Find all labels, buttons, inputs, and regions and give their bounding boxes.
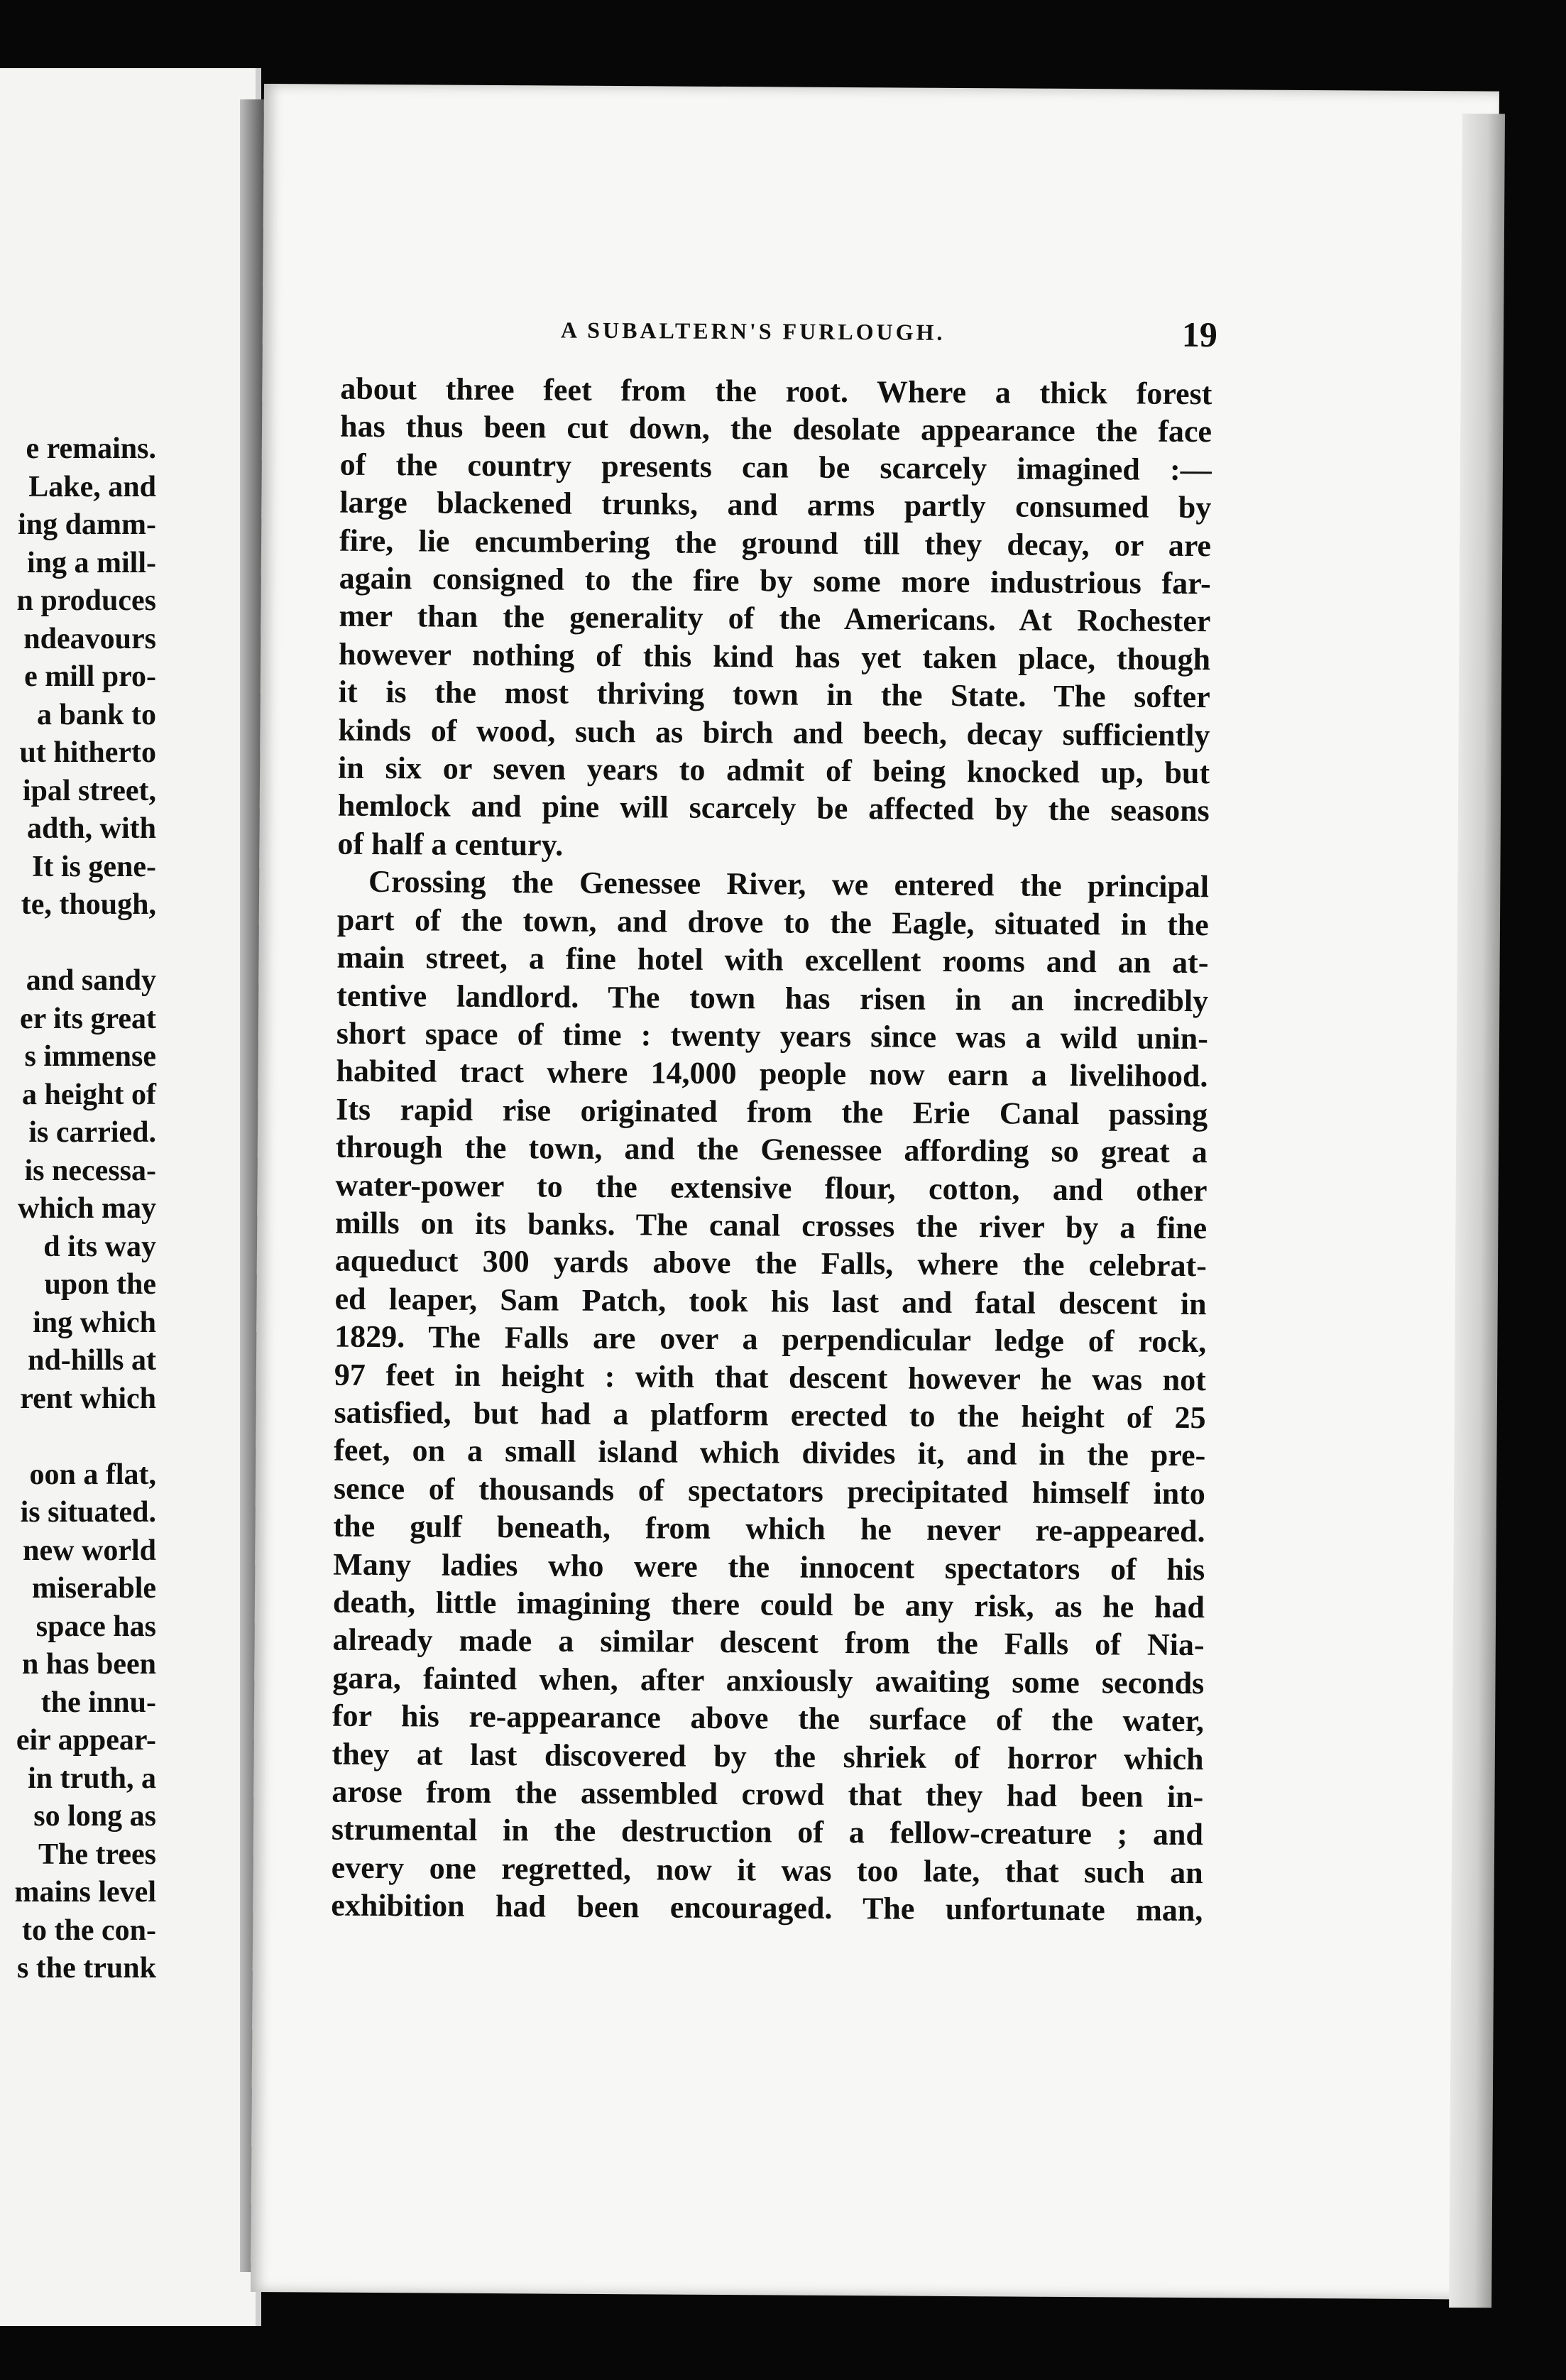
text-line: feet, on a small island which divides it, and in the pre- [334,1433,1206,1473]
left-line: so long as [33,1800,156,1833]
left-line: ipal street, [22,774,156,807]
text-line: kinds of wood, such as birch and beech, decay sufficiently [338,712,1210,753]
left-line: n produces [16,584,156,617]
text-line: for his re-appearance above the surface of the water, [332,1698,1205,1739]
left-line [15,924,156,963]
left-line: is necessa- [24,1154,156,1187]
text-line: gara, fainted when, after anxiously awaiting some seconds [332,1660,1205,1701]
text-line: sence of thousands of spectators precipitated himself into [333,1470,1206,1511]
left-page [0,68,261,2326]
left-line: te, though, [21,888,156,921]
left-line: upon the [44,1268,156,1301]
left-line: to the con- [22,1914,156,1947]
left-line: is situated. [20,1496,156,1529]
left-line: mains level [14,1876,156,1909]
text-line: strumental in the destruction of a fellow-creature ; and [331,1812,1204,1852]
left-line: ing a mill- [26,546,156,579]
left-line: e mill pro- [24,660,156,693]
right-page [251,84,1499,2300]
left-line: and sandy [26,964,156,997]
text-line: ed leaper, Sam Patch, took his last and fatal descent in [334,1281,1207,1321]
left-line: The trees [38,1838,156,1871]
text-line: mills on its banks. The canal crosses the river by a fine [335,1205,1208,1246]
page-number: 19 [1181,314,1218,355]
text-line: habited tract where 14,000 people now earn a livelihood. [336,1053,1208,1094]
left-line: miserable [32,1572,156,1605]
left-line: n has been [21,1648,156,1681]
left-line: rent which [20,1382,156,1415]
text-line: arose from the assembled crowd that they had been in- [332,1774,1204,1815]
text-line: death, little imagining there could be any risk, as he had [332,1584,1205,1625]
left-line: ing damm- [18,508,156,541]
left-page-text [15,430,156,1988]
text-line: mer than the generality of the Americans. At Rochester [339,599,1211,639]
left-line: eir appear- [16,1724,156,1757]
left-line: in truth, a [28,1762,156,1795]
text-line: large blackened trunks, and arms partly consumed by [339,484,1212,525]
text-line: Its rapid rise originated from the Erie Canal passing [336,1091,1208,1132]
text-line: aqueduct 300 yards above the Falls, where the celebrat- [334,1243,1208,1284]
text-line: however nothing of this kind has yet taken place, though [338,636,1211,677]
text-line: short space of time : twenty years since was a wild unin- [336,1015,1208,1057]
text-line: they at last discovered by the shriek of horror which [332,1736,1204,1776]
left-line: d its way [43,1230,156,1263]
text-line: water-power to the extensive flour, cotton, and other [335,1167,1208,1208]
text-line: part of the town, and drove to the Eagle, situated in the [336,902,1209,942]
left-line: adth, with [26,812,156,845]
left-line [15,1418,156,1456]
left-line: e remains. [26,432,156,465]
left-line: It is gene- [32,850,156,883]
left-line: which may [18,1192,156,1225]
left-line: ing which [33,1306,156,1339]
text-line: tentive landlord. The town has risen in an incredibly [336,978,1209,1018]
left-line: ut hitherto [19,736,156,769]
left-line: a bank to [36,698,156,731]
left-line: Lake, and [28,470,156,503]
text-line: every one regretted, now it was too late, that such an [331,1850,1203,1890]
text-line: in six or seven years to admit of being knocked up, but [337,750,1210,791]
running-head [263,308,1498,359]
left-line: the innu- [40,1686,156,1719]
left-line: is carried. [28,1116,156,1149]
text-line: exhibition had been encouraged. The unfortunate man, [331,1887,1203,1928]
text-line: has thus been cut down, the desolate appearance the face [339,409,1212,449]
text-line: satisfied, but had a platform erected to the height of 25 [334,1394,1206,1436]
text-line: Crossing the Genessee River, we entered the principal [368,864,1210,905]
left-line: a height of [22,1078,156,1111]
left-line: new world [23,1534,156,1567]
text-line: the gulf beneath, from which he never re-appeared. [333,1508,1205,1549]
text-line: Many ladies who were the innocent spectators of his [333,1546,1205,1587]
text-line: already made a similar descent from the Falls of Nia- [332,1622,1205,1663]
text-line: hemlock and pine will scarcely be affected by the seasons [337,788,1210,829]
text-line: again consigned to the fire by some more industrious far- [339,560,1211,601]
text-line: of the country presents can be scarcely imagined :— [339,447,1212,487]
left-line: ndeavours [23,622,156,655]
left-line: er its great [19,1002,156,1035]
text-line: main street, a fine hotel with excellent rooms and an at- [336,939,1209,981]
left-line: s immense [24,1040,156,1073]
left-line: oon a flat, [29,1458,156,1491]
text-line: it is the most thriving town in the State. The softer [338,674,1210,715]
left-line: s the trunk [16,1952,156,1985]
running-head-title: A SUBALTERN'S FURLOUGH. [560,317,946,345]
text-line: 97 feet in height : with that descent however he was not [334,1357,1207,1397]
left-line: nd-hills at [28,1344,156,1377]
text-line: fire, lie encumbering the ground till they decay, or are [339,523,1212,563]
left-line: space has [35,1610,156,1643]
text-line: through the town, and the Genessee affording so great a [335,1129,1208,1170]
text-line: of half a century. [337,826,564,863]
text-line: 1829. The Falls are over a perpendicular ledge of rock, [334,1319,1207,1360]
text-line: about three feet from the root. Where a thick forest [340,371,1212,412]
body-text [331,370,1212,1930]
